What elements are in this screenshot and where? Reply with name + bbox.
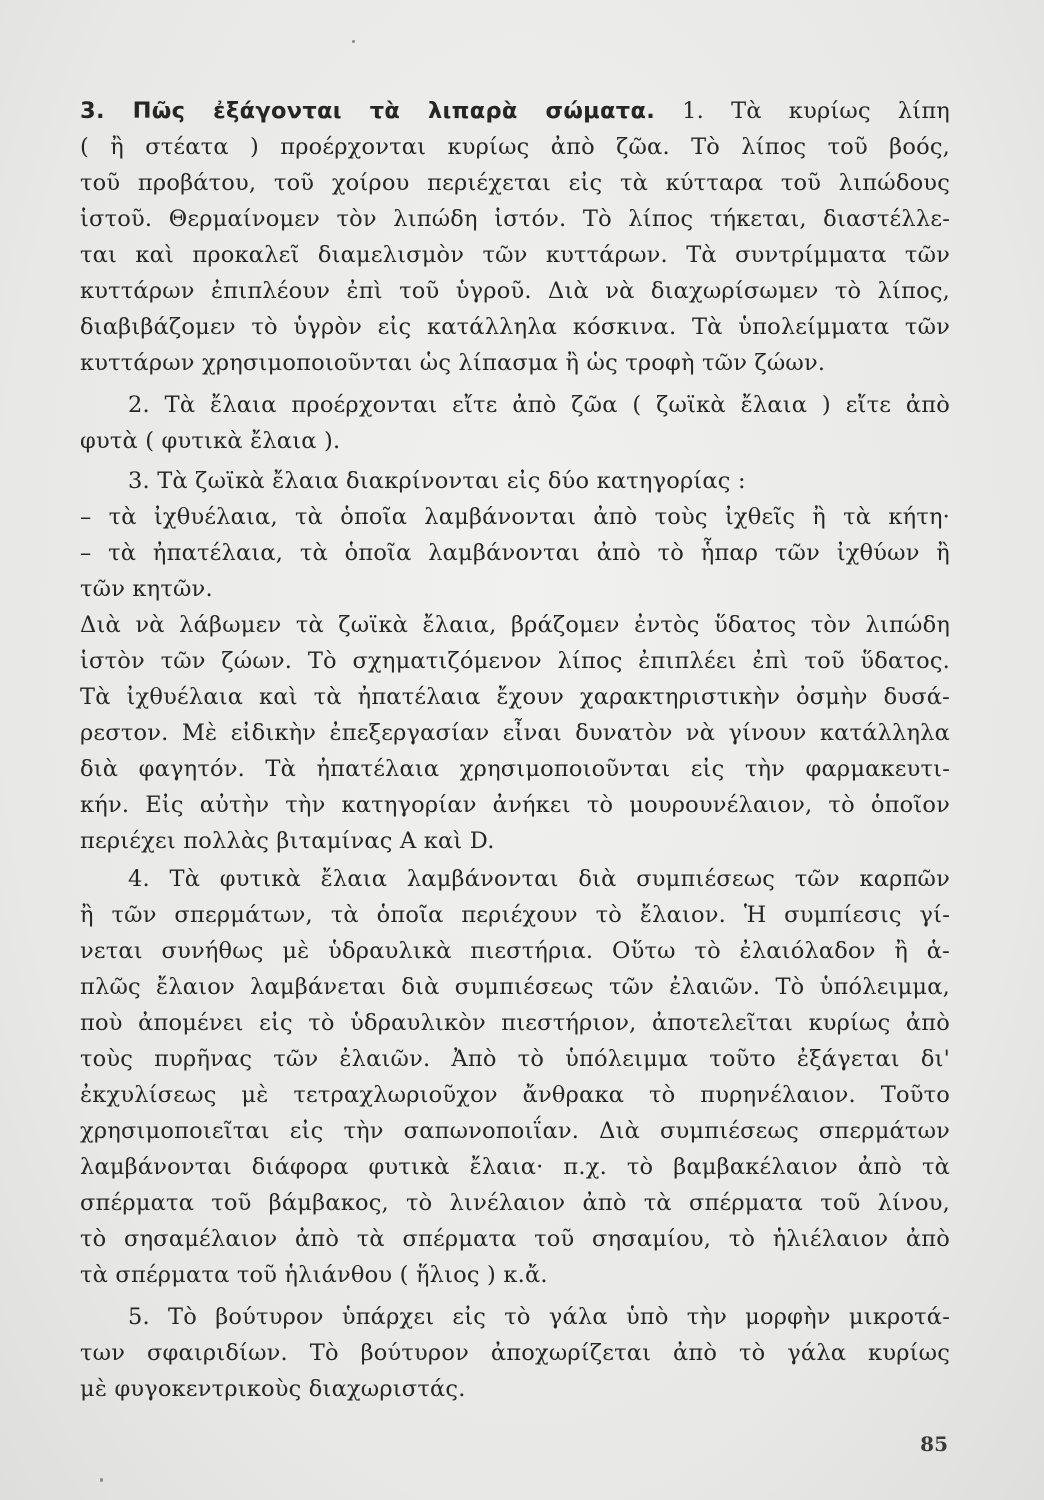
- text-line: ( ἢ στέατα ) προέρχονται κυρίως ἀπὸ ζῶα. Τὸ λίπος τοῦ βοός,: [80, 134, 950, 160]
- text-line: διὰ φαγητόν. Τὰ ἠπατέλαια χρησιμοποιοῦνται εἰς τὴν φαρμακευτι-: [80, 756, 950, 782]
- paragraph-start: 5. Τὸ βούτυρον ὑπάρχει εἰς τὸ γάλα ὑπὸ τὴν μορφὴν μικροτά-: [128, 1304, 950, 1330]
- scan-speck: [352, 40, 355, 43]
- scan-speck: [100, 1478, 103, 1482]
- text-line: μὲ φυγοκεντρικοὺς διαχωριστάς.: [80, 1376, 466, 1402]
- text-line: των σφαιριδίων. Τὸ βούτυρον ἀποχωρίζεται ἀπὸ τὸ γάλα κυρίως: [80, 1340, 950, 1366]
- text-line: τὸ σησαμέλαιον ἀπὸ τὰ σπέρματα τοῦ σησαμίου, τὸ ἡλιέλαιον ἀπὸ: [80, 1226, 950, 1252]
- text-line: ἱστοῦ. Θερμαίνομεν τὸν λιπώδη ἱστόν. Τὸ λίπος τήκεται, διαστέλλε-: [80, 206, 950, 232]
- text-line: Τὰ ἰχθυέλαια καὶ τὰ ἠπατέλαια ἔχουν χαρακτηριστικὴν ὀσμὴν δυσά-: [80, 684, 950, 710]
- text-line: διαβιβάζομεν τὸ ὑγρὸν εἰς κατάλληλα κόσκινα. Τὰ ὑπολείμματα τῶν: [80, 314, 950, 340]
- text-line: ἐκχυλίσεως μὲ τετραχλωριοῦχον ἄνθρακα τὸ πυρηνέλαιον. Τοῦτο: [80, 1082, 950, 1108]
- text-line: Διὰ νὰ λάβωμεν τὰ ζωϊκὰ ἔλαια, βράζομεν ἐντὸς ὕδατος τὸν λιπώδη: [80, 612, 950, 638]
- text-line: τὰ σπέρματα τοῦ ἡλιάνθου ( ἥλιος ) κ.ἄ.: [80, 1262, 548, 1288]
- list-item: – τὰ ἰχθυέλαια, τὰ ὁποῖα λαμβάνονται ἀπὸ τοὺς ἰχθεῖς ἢ τὰ κήτη·: [80, 504, 950, 530]
- text-line: κήν. Εἰς αὐτὴν τὴν κατηγορίαν ἀνήκει τὸ μουρουνέλαιον, τὸ ὁποῖον: [80, 792, 950, 818]
- text-line: λαμβάνονται διάφορα φυτικὰ ἔλαια· π.χ. τὸ βαμβακέλαιον ἀπὸ τὰ: [80, 1154, 950, 1180]
- text-line: νεται συνήθως μὲ ὑδραυλικὰ πιεστήρια. Οὕτω τὸ ἐλαιόλαδον ἢ ἁ-: [80, 938, 950, 964]
- page-number: 85: [920, 1432, 948, 1456]
- text-line: κυττάρων χρησιμοποιοῦνται ὡς λίπασμα ἢ ὡς τροφὴ τῶν ζώων.: [80, 350, 826, 376]
- text-line: 1. Τὰ κυρίως λίπη: [682, 98, 950, 124]
- text-line: ται καὶ προκαλεῖ διαμελισμὸν τῶν κυττάρων. Τὰ συντρίμματα τῶν: [80, 242, 950, 268]
- text-line: ρεστον. Μὲ εἰδικὴν ἐπεξεργασίαν εἶναι δυνατὸν νὰ γίνουν κατάλληλα: [80, 720, 950, 746]
- text-line: ἱστὸν τῶν ζώων. Τὸ σχηματιζόμενον λίπος ἐπιπλέει ἐπὶ τοῦ ὕδατος.: [80, 648, 950, 674]
- text-line: τῶν κητῶν.: [80, 576, 213, 602]
- list-item: – τὰ ἠπατέλαια, τὰ ὁποῖα λαμβάνονται ἀπὸ τὸ ἧπαρ τῶν ἰχθύων ἢ: [80, 540, 950, 566]
- text-line: ποὺ ἀπομένει εἰς τὸ ὑδραυλικὸν πιεστήριον, ἀποτελεῖται κυρίως ἀπὸ: [80, 1010, 950, 1036]
- paragraph-start: 3. Τὰ ζωϊκὰ ἔλαια διακρίνονται εἰς δύο κατηγορίας :: [128, 468, 746, 494]
- text-line: κυττάρων ἐπιπλέουν ἐπὶ τοῦ ὑγροῦ. Διὰ νὰ διαχωρίσωμεν τὸ λίπος,: [80, 278, 950, 304]
- text-line: περιέχει πολλὰς βιταμίνας A καὶ D.: [80, 828, 495, 854]
- text-line: σπέρματα τοῦ βάμβακος, τὸ λινέλαιον ἀπὸ τὰ σπέρματα τοῦ λίνου,: [80, 1190, 950, 1216]
- text-line: ἢ τῶν σπερμάτων, τὰ ὁποῖα περιέχουν τὸ ἔλαιον. Ἡ συμπίεσις γί-: [80, 902, 950, 928]
- text-line: χρησιμοποιεῖται εἰς τὴν σαπωνοποιΐαν. Διὰ συμπιέσεως σπερμάτων: [80, 1118, 950, 1144]
- text-line: τοῦ προβάτου, τοῦ χοίρου περιέχεται εἰς τὰ κύτταρα τοῦ λιπώδους: [80, 170, 950, 196]
- heading-line: [80, 94, 950, 128]
- text-line: πλῶς ἔλαιον λαμβάνεται διὰ συμπιέσεως τῶν ἐλαιῶν. Τὸ ὑπόλειμμα,: [80, 974, 950, 1000]
- section-heading: 3. Πῶς ἐξάγονται τὰ λιπαρὰ σώματα.: [80, 98, 656, 124]
- paragraph-start: 2. Τὰ ἔλαια προέρχονται εἴτε ἀπὸ ζῶα ( ζωϊκὰ ἔλαια ) εἴτε ἀπὸ: [128, 392, 950, 418]
- paragraph-start: 4. Τὰ φυτικὰ ἔλαια λαμβάνονται διὰ συμπιέσεως τῶν καρπῶν: [128, 866, 950, 892]
- text-line: τοὺς πυρῆνας τῶν ἐλαιῶν. Ἀπὸ τὸ ὑπόλειμμα τοῦτο ἐξάγεται δι': [80, 1046, 950, 1072]
- text-line: φυτὰ ( φυτικὰ ἔλαια ).: [80, 428, 341, 454]
